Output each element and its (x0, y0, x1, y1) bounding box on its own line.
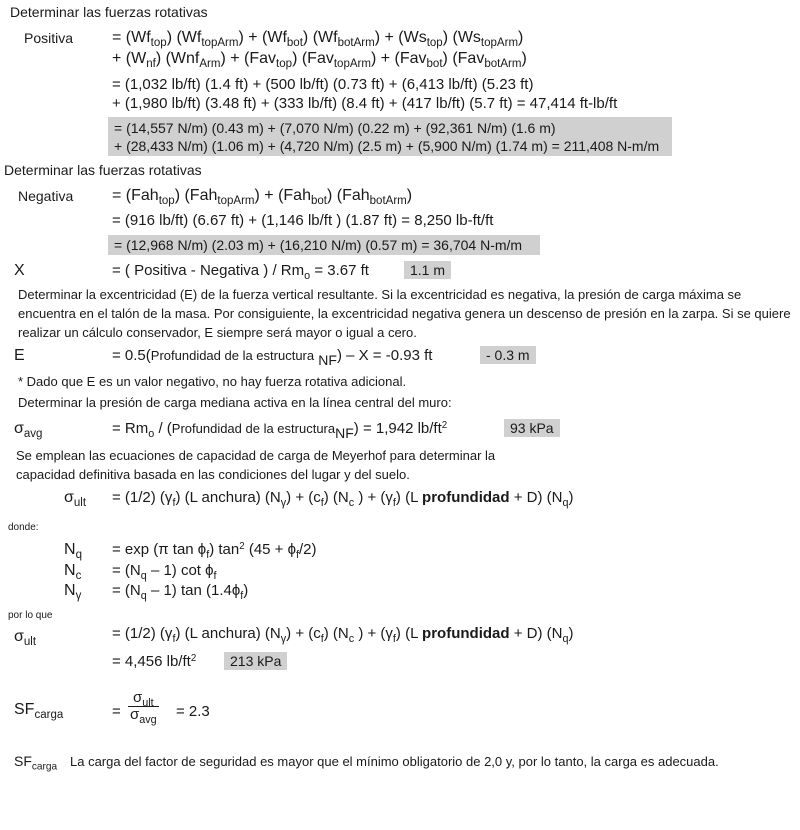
e-formula: = 0.5(Profundidad de la estructura $_{NF}$) – X = -0.93 ft (112, 347, 433, 368)
sigma-avg-formula: = $Rm_o$ / (Profundidad de la estructura$_{NF}$) = 1,942 $lb/ft^2$ (112, 420, 448, 441)
sigma-ult2-symbol: $\sigma_{ult}$ (14, 628, 37, 649)
sf-fraction (128, 689, 159, 726)
positive-metric-line1: = (14,557 N/m) (0.43 m) + (7,070 N/m) (0.22 m) + (92,361 N/m) (1.6 m) (114, 120, 556, 136)
sigma-ult-symbol: $\sigma_{ult}$ (64, 489, 87, 510)
x-metric: 1.1 m (404, 261, 451, 279)
sigma-avg-symbol: $\sigma_{avg}$ (14, 420, 43, 441)
sf-result: = 2.3 (176, 703, 210, 720)
sf-denominator: $\sigma_{avg}$ (130, 706, 157, 726)
positive-label: Positiva (24, 30, 74, 46)
x-formula: = ( Positiva - Negativa ) / $Rm_o = 3.67$ ft (112, 262, 369, 282)
where-symbol: $N_c$ (64, 562, 82, 583)
where-symbol: $N_\gamma$ (64, 582, 82, 603)
e-symbol: E (14, 347, 25, 364)
where-symbol: $N_q$ (64, 541, 82, 562)
where-expression: = $(N_q - 1)$ $\tan (1.4\phi_f)$ (112, 582, 249, 602)
positive-metric-line2: + (28,433 N/m) (1.06 m) + (4,720 N/m) (2.5 m) + (5,900 N/m) (1.74 m) = 211,408 N-m/m (114, 138, 660, 154)
where-expression: = exp (π $\tan \phi_f$) $\tan^2 (45 + \phi_f/2)$ (112, 541, 317, 561)
ultimate-label: por lo que (8, 610, 53, 621)
meyerhof-paragraph: Se emplean las ecuaciones de capacidad de carga de Meyerhof para determinar la capacidad definitiva basada en las condiciones del lugar y del suelo. (16, 448, 496, 482)
negative-label: Negativa (18, 188, 74, 204)
sf-symbol: $SF_{carga}$ (14, 701, 64, 722)
positive-imperial-line1: = (1,032 lb/ft) (1.4 ft) + (500 lb/ft) (0.73 ft) + (6,413 lb/ft) (5.23 ft) (112, 76, 534, 93)
positive-formula-line1: = $(Wf_{top}) (Wf_{topArm}) + (Wf_{bot}) (Wf_{botArm}) + (Ws_{top})$ $(Ws_{topArm})$ (112, 29, 524, 50)
bearing-heading: Determinar la presión de carga mediana activa en la línea central del muro: (18, 395, 452, 410)
where-expression: = $(N_q - 1)$ $\cot \phi_f$ (112, 562, 217, 582)
sf-conclusion-symbol: $SF_{carga}$ (14, 753, 58, 773)
positive-imperial-line2: + (1,980 lb/ft) (3.48 ft) + (333 lb/ft) (8.4 ft) + (417 lb/ft) (5.7 ft) = 47,414 ft-lb/ft (112, 95, 618, 112)
sf-conclusion: La carga del factor de seguridad es mayor que el mínimo obligatorio de 2,0 y, por lo tanto, la carga es adecuada. (70, 754, 719, 769)
sf-numerator: $\sigma_{ult}$ (128, 690, 159, 707)
sigma-ult2-metric: 213 kPa (224, 652, 287, 670)
e-metric: - 0.3 m (480, 346, 536, 364)
positive-formula-line2: + $(W_{nf}) (Wnf_{Arm}) + (Fav_{top}) (Fav_{topArm}) + (Fav_{bot})$ (Fav$_{botArm}$) (112, 50, 527, 71)
negative-metric: = (12,968 N/m) (2.03 m) + (16,210 N/m) (0.57 m) = 36,704 N-m/m (108, 235, 540, 255)
positive-metric-box (108, 117, 672, 156)
sigma-ult2-result: = 4,456 $lb/ft^2$ (112, 653, 197, 670)
negative-heading: Determinar las fuerzas rotativas (4, 162, 202, 178)
negative-imperial: = (916 lb/ft) (6.67 ft) + (1,146 lb/ft ) (1.87 ft) = 8,250 lb-ft/ft (112, 212, 494, 229)
sigma-ult2-formula: = (1/2) $(\gamma_f)$ (L anchura) $(N_\gamma) + (c_f)$ ($N_c$ ) + $(\gamma_f)$ (L profundidad + D) $(N_q)$ (112, 625, 574, 645)
sigma-ult-formula: = (1/2) $(\gamma_f)$ (L anchura) $(N_\gamma) + (c_f)$ ($N_c$ ) + $(\gamma_f)$ (L profundidad + D) $(N_q)$ (112, 489, 574, 509)
positive-heading: Determinar las fuerzas rotativas (10, 4, 208, 20)
e-note: * Dado que E es un valor negativo, no hay fuerza rotativa adicional. (18, 374, 407, 389)
where-label: donde: (8, 522, 39, 533)
x-symbol: X (14, 262, 25, 279)
eccentricity-paragraph: Determinar la excentricidad (E) de la fuerza vertical resultante. Si la excentricidad es negativa, la presión de carga máxima se encuentra en el talón de la masa. Por consiguiente, la excentricidad negativa genera un descenso de presión en la zarpa. Si se quiere realizar un cálculo conservador, E siempre será mayor o igual a cero. (18, 287, 791, 340)
sf-equals: = (112, 703, 121, 720)
negative-formula: = (Fah$_{top}$) (Fah$_{topArm}$) + (Fah$_{bot}$) (Fah$_{botArm}$) (112, 187, 413, 208)
sigma-avg-metric: 93 kPa (504, 419, 560, 437)
